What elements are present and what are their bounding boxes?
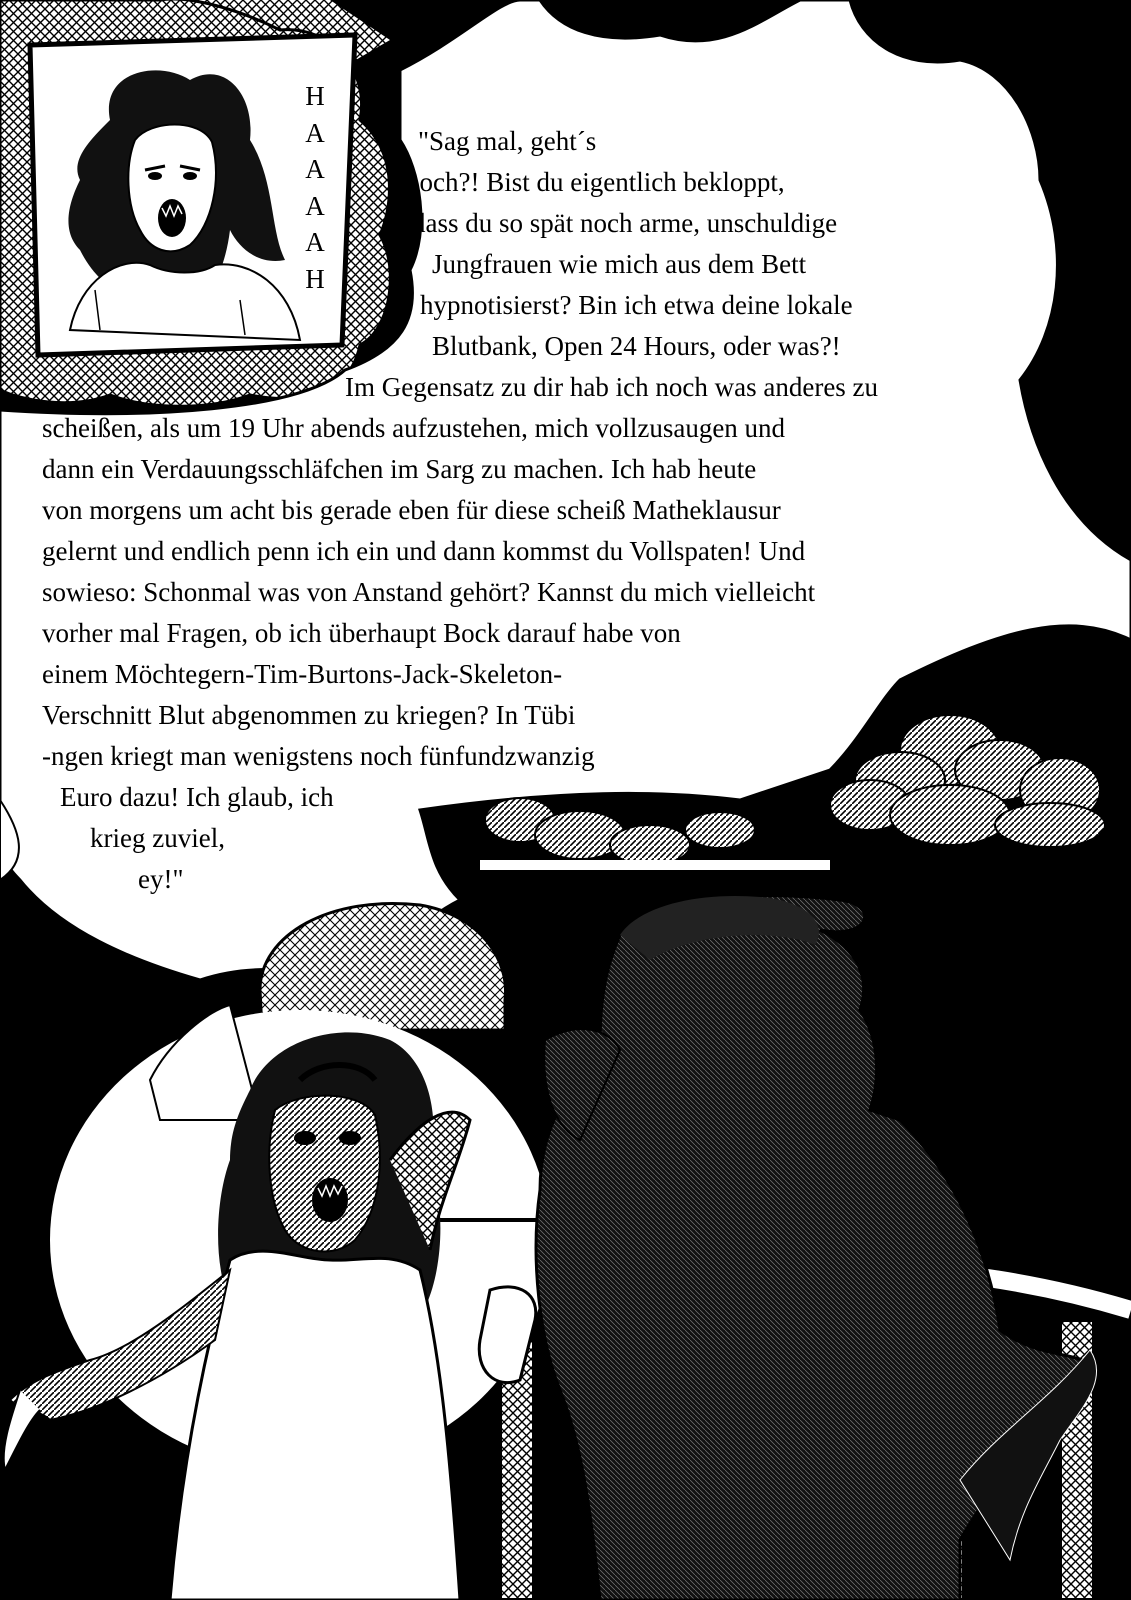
speech-line: dann ein Verdauungsschläfchen im Sarg zu machen. Ich hab heute bbox=[42, 454, 757, 484]
speech-line: dass du so spät noch arme, unschuldige bbox=[412, 208, 838, 238]
speech-line: noch?! Bist du eigentlich bekloppt, bbox=[406, 167, 785, 197]
speech-line: Euro dazu! Ich glaub, ich bbox=[60, 782, 334, 812]
speech-line: hypnotisierst? Bin ich etwa deine lokale bbox=[420, 290, 853, 320]
scream-letter: H bbox=[305, 81, 325, 111]
speech-line: sowieso: Schonmal was von Anstand gehört? Kannst du mich vielleicht bbox=[42, 577, 816, 607]
speech-line: ey!" bbox=[138, 864, 184, 894]
speech-line: einem Möchtegern-Tim-Burtons-Jack-Skeleton- bbox=[42, 659, 563, 689]
speech-line: Verschnitt Blut abgenommen zu kriegen? In Tübi bbox=[42, 700, 576, 730]
scream-letter: A bbox=[305, 154, 325, 184]
speech-line: "Sag mal, geht´s bbox=[418, 126, 597, 156]
scream-letter: H bbox=[305, 263, 325, 294]
speech-line: Jungfrauen wie mich aus dem Bett bbox=[432, 249, 807, 279]
speech-line: Blutbank, Open 24 Hours, oder was?! bbox=[432, 331, 841, 361]
speech-line: krieg zuviel, bbox=[90, 823, 225, 853]
speech-line: -ngen kriegt man wenigstens noch fünfundzwanzig bbox=[42, 741, 595, 771]
speech-line: gelernt und endlich penn ich ein und dann kommst du Vollspaten! Und bbox=[42, 536, 806, 566]
speech-line: vorher mal Fragen, ob ich überhaupt Bock darauf habe von bbox=[42, 618, 681, 648]
scream-letter: A bbox=[305, 227, 325, 257]
speech-line: scheißen, als um 19 Uhr abends aufzustehen, mich vollzusaugen und bbox=[42, 413, 786, 443]
scream-letters bbox=[302, 78, 328, 297]
scream-letter: A bbox=[305, 190, 325, 221]
speech-line: Im Gegensatz zu dir hab ich noch was anderes zu bbox=[345, 372, 879, 402]
speech-line: von morgens um acht bis gerade eben für diese scheiß Matheklausur bbox=[42, 495, 781, 525]
scream-letter: A bbox=[305, 117, 325, 148]
